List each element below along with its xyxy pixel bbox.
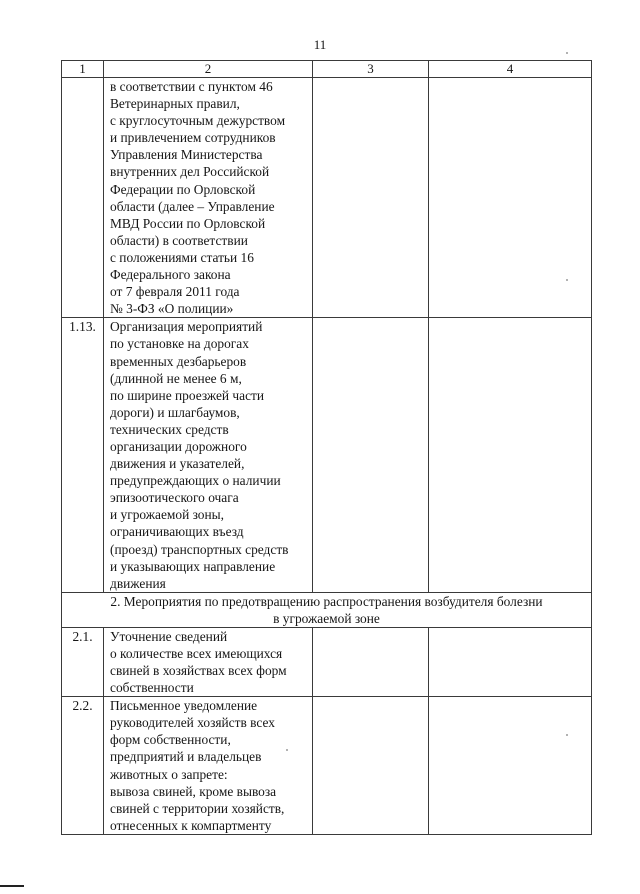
text-line: временных дезбарьеров (110, 353, 247, 369)
text-line: Ветеринарных правил, (110, 96, 240, 112)
section-heading (62, 592, 592, 627)
empty-cell (429, 318, 592, 593)
text-line: собственности (110, 680, 194, 696)
text-line: о количестве всех имеющихся (110, 645, 283, 661)
text-line: и привлечением сотрудников (110, 130, 276, 146)
text-line: Письменное уведомление (110, 698, 258, 714)
empty-cell (313, 78, 429, 318)
column-number-4: 4 (429, 61, 592, 78)
table-row (62, 697, 592, 835)
text-line: Организация мероприятий (110, 319, 263, 335)
text-line: технических средств (110, 421, 229, 437)
column-number-2: 2 (104, 61, 313, 78)
measures-table (61, 60, 592, 835)
scan-speck (286, 749, 288, 751)
column-number-3: 3 (313, 61, 429, 78)
text-line: Федерального закона (110, 267, 231, 283)
empty-cell (313, 627, 429, 696)
text-line: форм собственности, (110, 732, 231, 748)
text-line: МВД России по Орловской (110, 215, 266, 231)
text-line: в соответствии с пунктом 46 (110, 79, 273, 94)
section-heading-row (62, 592, 592, 627)
column-number-1: 1 (62, 61, 104, 78)
text-line: движения (110, 575, 166, 591)
text-line: Управления Министерства (110, 147, 263, 163)
text-line: ограничивающих въезд (110, 524, 244, 540)
row-number: 1.13. (62, 318, 104, 593)
empty-cell (429, 697, 592, 835)
table-row (62, 78, 592, 318)
section-heading-line: в угрожаемой зоне (273, 610, 380, 626)
measure-text (104, 318, 313, 593)
empty-cell (429, 627, 592, 696)
text-line: Уточнение сведений (110, 628, 228, 644)
scan-speck (566, 52, 568, 54)
text-line: свиней с территории хозяйств, (110, 800, 285, 816)
text-line: от 7 февраля 2011 года (110, 284, 240, 300)
text-line: (проезд) транспортных средств (110, 541, 289, 557)
measure-text (104, 78, 313, 318)
text-line: эпизоотического очага (110, 490, 239, 506)
text-line: отнесенных к компартменту (110, 817, 272, 833)
measure-text (104, 627, 313, 696)
table-row (62, 318, 592, 593)
text-line: по ширине проезжей части (110, 387, 265, 403)
measure-text (104, 697, 313, 835)
row-number (62, 78, 104, 318)
text-line: Федерации по Орловской (110, 181, 256, 197)
text-line: области) в соответствии (110, 232, 248, 248)
text-line: животных о запрете: (110, 766, 228, 782)
text-line: предупреждающих о наличии (110, 473, 281, 489)
section-heading-line: 2. Мероприятия по предотвращению распространения возбудителя болезни (110, 593, 543, 609)
text-line: организации дорожного (110, 438, 247, 454)
text-line: внутренних дел Российской (110, 164, 270, 180)
text-line: дороги) и шлагбаумов, (110, 404, 240, 420)
scan-speck (566, 279, 568, 281)
text-line: вывоза свиней, кроме вывоза (110, 783, 277, 799)
table-row (62, 627, 592, 696)
empty-cell (313, 697, 429, 835)
row-number: 2.2. (62, 697, 104, 835)
text-line: области (далее – Управление (110, 198, 275, 214)
text-line: предприятий и владельцев (110, 749, 262, 765)
row-number: 2.1. (62, 627, 104, 696)
margin-mark (0, 885, 24, 887)
text-line: свиней в хозяйствах всех форм (110, 663, 287, 678)
page-number: 11 (313, 37, 327, 52)
column-number-row (62, 61, 592, 78)
scan-speck (566, 734, 568, 736)
text-line: и угрожаемой зоны, (110, 507, 224, 523)
text-line: руководителей хозяйств всех (110, 715, 275, 731)
empty-cell (313, 318, 429, 593)
text-line: (длинной не менее 6 м, (110, 370, 242, 386)
text-line: № 3-ФЗ «О полиции» (110, 301, 234, 317)
text-line: с положениями статьи 16 (110, 249, 254, 265)
text-line: движения и указателей, (110, 456, 245, 472)
empty-cell (429, 78, 592, 318)
text-line: по установке на дорогах (110, 336, 249, 352)
text-line: и указывающих направление (110, 558, 276, 574)
text-line: с круглосуточным дежурством (110, 113, 286, 129)
